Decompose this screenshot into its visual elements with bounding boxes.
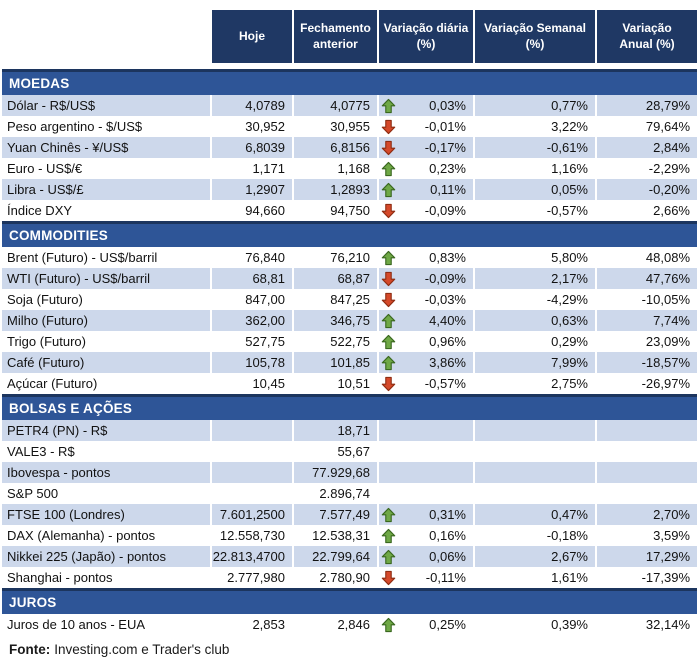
table-row: [2, 137, 697, 158]
cell-fechamento-anterior: 1,168: [292, 158, 377, 179]
cell-hoje: 2.777,980: [210, 567, 292, 588]
cell-hoje: [210, 462, 292, 483]
cell-hoje: 2,853: [210, 614, 292, 635]
cell-variacao-semanal: [473, 420, 595, 441]
cell-variacao-anual: [595, 483, 697, 504]
cell-fechamento-anterior: 847,25: [292, 289, 377, 310]
cell-variacao-diaria: [377, 420, 473, 441]
cell-fechamento-anterior: 522,75: [292, 331, 377, 352]
variacao-diaria-value: 0,83%: [429, 250, 466, 265]
up-arrow-icon: [381, 98, 397, 114]
variacao-diaria-value: 0,23%: [429, 161, 466, 176]
cell-hoje: 527,75: [210, 331, 292, 352]
source-note: [2, 642, 697, 657]
cell-variacao-diaria: [377, 373, 473, 394]
variacao-diaria-value: 0,03%: [429, 98, 466, 113]
cell-variacao-semanal: 2,75%: [473, 373, 595, 394]
table-body: [2, 69, 697, 635]
cell-variacao-diaria: [377, 247, 473, 268]
table-row: [2, 268, 697, 289]
cell-variacao-semanal: 0,63%: [473, 310, 595, 331]
cell-variacao-diaria: [377, 504, 473, 525]
section-header: [2, 69, 697, 95]
cell-variacao-anual: 2,70%: [595, 504, 697, 525]
cell-fechamento-anterior: 30,955: [292, 116, 377, 137]
cell-fechamento-anterior: 2.780,90: [292, 567, 377, 588]
row-label: WTI (Futuro) - US$/barril: [2, 268, 210, 289]
cell-variacao-diaria: [377, 179, 473, 200]
table-row: [2, 614, 697, 635]
cell-variacao-diaria: [377, 289, 473, 310]
cell-fechamento-anterior: 12.538,31: [292, 525, 377, 546]
table-row: [2, 525, 697, 546]
table-row: [2, 504, 697, 525]
row-label: FTSE 100 (Londres): [2, 504, 210, 525]
cell-variacao-anual: -2,29%: [595, 158, 697, 179]
column-header-line: anterior: [313, 36, 358, 51]
cell-fechamento-anterior: 4,0775: [292, 95, 377, 116]
cell-variacao-diaria: [377, 331, 473, 352]
up-arrow-icon: [381, 313, 397, 329]
cell-hoje: 94,660: [210, 200, 292, 221]
cell-hoje: 847,00: [210, 289, 292, 310]
cell-fechamento-anterior: 77.929,68: [292, 462, 377, 483]
row-label: VALE3 - R$: [2, 441, 210, 462]
cell-variacao-semanal: [473, 462, 595, 483]
cell-fechamento-anterior: 22.799,64: [292, 546, 377, 567]
row-label: Euro - US$/€: [2, 158, 210, 179]
variacao-diaria-value: 4,40%: [429, 313, 466, 328]
cell-variacao-semanal: 1,16%: [473, 158, 595, 179]
variacao-diaria-value: 0,96%: [429, 334, 466, 349]
cell-fechamento-anterior: 1,2893: [292, 179, 377, 200]
row-label: Yuan Chinês - ¥/US$: [2, 137, 210, 158]
up-arrow-icon: [381, 507, 397, 523]
column-header-line: (%): [416, 36, 436, 51]
column-header-line: Hoje: [238, 28, 265, 43]
row-label: Milho (Futuro): [2, 310, 210, 331]
cell-hoje: 10,45: [210, 373, 292, 394]
cell-variacao-diaria: [377, 352, 473, 373]
column-header-line: (%): [525, 36, 545, 51]
variacao-diaria-value: 0,16%: [429, 528, 466, 543]
cell-variacao-diaria: [377, 441, 473, 462]
cell-variacao-semanal: [473, 441, 595, 462]
cell-variacao-semanal: -0,18%: [473, 525, 595, 546]
column-header-variacao-semanal: [473, 10, 595, 63]
cell-variacao-anual: -0,20%: [595, 179, 697, 200]
column-header-hoje: [210, 10, 292, 63]
cell-variacao-diaria: [377, 525, 473, 546]
cell-variacao-diaria: [377, 462, 473, 483]
cell-variacao-diaria: [377, 546, 473, 567]
table-row: [2, 331, 697, 352]
cell-variacao-diaria: [377, 137, 473, 158]
row-label: Índice DXY: [2, 200, 210, 221]
cell-fechamento-anterior: 2.896,74: [292, 483, 377, 504]
cell-hoje: 30,952: [210, 116, 292, 137]
table-row: [2, 158, 697, 179]
cell-variacao-diaria: [377, 95, 473, 116]
up-arrow-icon: [381, 334, 397, 350]
cell-variacao-semanal: 0,05%: [473, 179, 595, 200]
cell-variacao-diaria: [377, 483, 473, 504]
variacao-diaria-value: -0,57%: [424, 376, 466, 391]
cell-variacao-semanal: [473, 483, 595, 504]
row-label: Shanghai - pontos: [2, 567, 210, 588]
variacao-diaria-value: -0,09%: [424, 271, 466, 286]
down-arrow-icon: [381, 292, 397, 308]
section-title: MOEDAS: [9, 76, 70, 91]
table-row: [2, 310, 697, 331]
variacao-diaria-value: -0,03%: [424, 292, 466, 307]
cell-variacao-semanal: -4,29%: [473, 289, 595, 310]
cell-variacao-diaria: [377, 310, 473, 331]
cell-variacao-anual: -18,57%: [595, 352, 697, 373]
cell-variacao-semanal: 0,39%: [473, 614, 595, 635]
cell-variacao-semanal: 0,29%: [473, 331, 595, 352]
cell-variacao-anual: [595, 420, 697, 441]
cell-fechamento-anterior: 94,750: [292, 200, 377, 221]
cell-hoje: 4,0789: [210, 95, 292, 116]
no-trend-icon: [381, 486, 397, 502]
cell-variacao-anual: -17,39%: [595, 567, 697, 588]
cell-variacao-anual: 3,59%: [595, 525, 697, 546]
row-label: Ibovespa - pontos: [2, 462, 210, 483]
cell-variacao-anual: [595, 462, 697, 483]
cell-variacao-anual: 17,29%: [595, 546, 697, 567]
no-trend-icon: [381, 465, 397, 481]
row-label: PETR4 (PN) - R$: [2, 420, 210, 441]
row-label: Libra - US$/£: [2, 179, 210, 200]
row-label: S&P 500: [2, 483, 210, 504]
cell-hoje: [210, 420, 292, 441]
column-header-line: Variação Semanal: [483, 21, 587, 36]
down-arrow-icon: [381, 271, 397, 287]
section-header: [2, 221, 697, 247]
cell-fechamento-anterior: 10,51: [292, 373, 377, 394]
cell-fechamento-anterior: 18,71: [292, 420, 377, 441]
down-arrow-icon: [381, 570, 397, 586]
variacao-diaria-value: -0,11%: [425, 570, 466, 585]
cell-variacao-semanal: 7,99%: [473, 352, 595, 373]
down-arrow-icon: [381, 119, 397, 135]
cell-variacao-semanal: 0,47%: [473, 504, 595, 525]
row-label: Açúcar (Futuro): [2, 373, 210, 394]
up-arrow-icon: [381, 549, 397, 565]
cell-fechamento-anterior: 76,210: [292, 247, 377, 268]
table-row: [2, 483, 697, 504]
row-label: Juros de 10 anos - EUA: [2, 614, 210, 635]
up-arrow-icon: [381, 250, 397, 266]
cell-hoje: 1,2907: [210, 179, 292, 200]
section-title: COMMODITIES: [9, 228, 108, 243]
table-row: [2, 116, 697, 137]
column-header-line: Anual (%): [619, 36, 675, 51]
down-arrow-icon: [381, 140, 397, 156]
cell-hoje: 6,8039: [210, 137, 292, 158]
up-arrow-icon: [381, 617, 397, 633]
cell-fechamento-anterior: 68,87: [292, 268, 377, 289]
cell-variacao-anual: 47,76%: [595, 268, 697, 289]
section-title: JUROS: [9, 595, 57, 610]
table-row: [2, 441, 697, 462]
cell-variacao-anual: -10,05%: [595, 289, 697, 310]
cell-fechamento-anterior: 55,67: [292, 441, 377, 462]
cell-variacao-anual: [595, 441, 697, 462]
source-text: Investing.com e Trader's club: [54, 642, 230, 657]
cell-fechamento-anterior: 346,75: [292, 310, 377, 331]
cell-variacao-semanal: 1,61%: [473, 567, 595, 588]
table-row: [2, 247, 697, 268]
cell-variacao-anual: 7,74%: [595, 310, 697, 331]
table-row: [2, 95, 697, 116]
cell-variacao-semanal: 3,22%: [473, 116, 595, 137]
cell-variacao-diaria: [377, 200, 473, 221]
variacao-diaria-value: 0,11%: [430, 182, 466, 197]
cell-fechamento-anterior: 2,846: [292, 614, 377, 635]
variacao-diaria-value: -0,09%: [424, 203, 466, 218]
cell-variacao-semanal: -0,61%: [473, 137, 595, 158]
cell-variacao-anual: 48,08%: [595, 247, 697, 268]
cell-variacao-anual: -26,97%: [595, 373, 697, 394]
cell-hoje: [210, 483, 292, 504]
source-label: Fonte:: [9, 642, 51, 657]
cell-variacao-diaria: [377, 614, 473, 635]
corner-cell: [2, 10, 210, 63]
cell-variacao-diaria: [377, 567, 473, 588]
table-row: [2, 200, 697, 221]
table-row: [2, 179, 697, 200]
row-label: Brent (Futuro) - US$/barril: [2, 247, 210, 268]
no-trend-icon: [381, 444, 397, 460]
table-row: [2, 462, 697, 483]
cell-variacao-anual: 23,09%: [595, 331, 697, 352]
down-arrow-icon: [381, 203, 397, 219]
cell-hoje: 362,00: [210, 310, 292, 331]
column-header-variacao-diaria: [377, 10, 473, 63]
column-header-line: Variação: [622, 21, 672, 36]
cell-variacao-anual: 2,66%: [595, 200, 697, 221]
table-row: [2, 420, 697, 441]
down-arrow-icon: [381, 376, 397, 392]
cell-fechamento-anterior: 6,8156: [292, 137, 377, 158]
cell-variacao-anual: 28,79%: [595, 95, 697, 116]
cell-hoje: 7.601,2500: [210, 504, 292, 525]
variacao-diaria-value: -0,01%: [424, 119, 466, 134]
cell-variacao-semanal: -0,57%: [473, 200, 595, 221]
column-header-fechamento-anterior: [292, 10, 377, 63]
row-label: Café (Futuro): [2, 352, 210, 373]
variacao-diaria-value: -0,17%: [424, 140, 466, 155]
cell-hoje: [210, 441, 292, 462]
table-row: [2, 289, 697, 310]
row-label: Nikkei 225 (Japão) - pontos: [2, 546, 210, 567]
cell-variacao-diaria: [377, 116, 473, 137]
cell-variacao-anual: 2,84%: [595, 137, 697, 158]
cell-variacao-semanal: 2,17%: [473, 268, 595, 289]
cell-variacao-diaria: [377, 158, 473, 179]
section-header: [2, 588, 697, 614]
column-header-row: [2, 10, 697, 63]
column-header-line: Fechamento: [300, 21, 371, 36]
no-trend-icon: [381, 423, 397, 439]
cell-variacao-anual: 32,14%: [595, 614, 697, 635]
cell-variacao-anual: 79,64%: [595, 116, 697, 137]
up-arrow-icon: [381, 355, 397, 371]
up-arrow-icon: [381, 182, 397, 198]
variacao-diaria-value: 3,86%: [429, 355, 466, 370]
row-label: Soja (Futuro): [2, 289, 210, 310]
row-label: DAX (Alemanha) - pontos: [2, 525, 210, 546]
table-row: [2, 567, 697, 588]
cell-hoje: 1,171: [210, 158, 292, 179]
row-label: Dólar - R$/US$: [2, 95, 210, 116]
cell-hoje: 12.558,730: [210, 525, 292, 546]
table-row: [2, 373, 697, 394]
column-header-variacao-anual: [595, 10, 697, 63]
section-header: [2, 394, 697, 420]
table-row: [2, 546, 697, 567]
section-title: BOLSAS E AÇÕES: [9, 401, 133, 416]
up-arrow-icon: [381, 528, 397, 544]
up-arrow-icon: [381, 161, 397, 177]
table-row: [2, 352, 697, 373]
cell-variacao-semanal: 0,77%: [473, 95, 595, 116]
cell-fechamento-anterior: 7.577,49: [292, 504, 377, 525]
cell-hoje: 105,78: [210, 352, 292, 373]
cell-hoje: 22.813,4700: [210, 546, 292, 567]
cell-variacao-semanal: 2,67%: [473, 546, 595, 567]
cell-variacao-diaria: [377, 268, 473, 289]
cell-fechamento-anterior: 101,85: [292, 352, 377, 373]
cell-hoje: 76,840: [210, 247, 292, 268]
variacao-diaria-value: 0,31%: [429, 507, 466, 522]
cell-variacao-semanal: 5,80%: [473, 247, 595, 268]
column-header-line: Variação diária: [383, 21, 469, 36]
variacao-diaria-value: 0,25%: [429, 617, 466, 632]
variacao-diaria-value: 0,06%: [429, 549, 466, 564]
row-label: Peso argentino - $/US$: [2, 116, 210, 137]
cell-hoje: 68,81: [210, 268, 292, 289]
row-label: Trigo (Futuro): [2, 331, 210, 352]
